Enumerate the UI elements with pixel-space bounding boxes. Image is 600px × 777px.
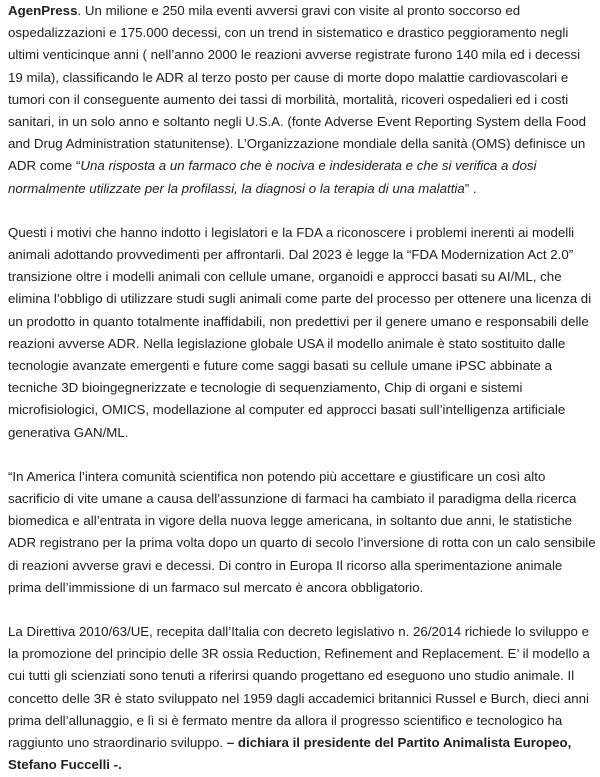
- article-body: [8, 0, 596, 777]
- paragraph-2: Questi i motivi che hanno indotto i legislatori e la FDA a riconoscere i problemi inerenti ai modelli animali adottando provvedimenti per affrontarli. Dal 2023 è legge la “FDA Modernization Act 2.0” transizione oltre i modelli animali con cellule umane, organoidi e approcci basati su AI/ML, che elimina l’obbligo di utilizzare studi sugli animali come parte del processo per ottenere una licenza di un prodotto in quanto totalmente inaffidabili, non predettivi per il genere umano e responsabili delle reazioni avverse ADR. Nella legislazione globale USA il modello animale è stato sostituito dalle tecnologie avanzate emergenti e future come saggi basati su cellule umane iPSC abbinate a tecniche 3D bioingegnerizzate e tecnologie di sequenziamento, Chip di organi e sistemi microfisiologici, OMICS, modellazione al computer ed approcci basati sull’intelligenza artificiale generativa GAN/ML.: [8, 224, 592, 440]
- signature: – dichiara il presidente del Partito Animalista Europeo, Stefano Fuccelli -.: [8, 735, 572, 773]
- paragraph-1-tail: ” .: [464, 180, 477, 196]
- paragraph-4: [8, 621, 596, 776]
- paragraph-3: “In America l’intera comunità scientifica non potendo più accettare e giustificare un così alto sacrificio di vite umane a causa dell’assunzione di farmaci ha cambiato il paradigma della ricerca biomedica e all’entrata in vigore della nuova legge americana, in soltanto due anni, le statistiche ADR registrano per la prima volta dopo un quarto di secolo l’inversione di rotta con un calo sensibile di reazioni avverse gravi e decessi. Di contro in Europa Il ricorso alla sperimentazione animale prima dell’immissione di un farmaco sul mercato è ancora obbligatorio.: [8, 468, 596, 595]
- paragraph-4-text: La Direttiva 2010/63/UE, recepita dall’Italia con decreto legislativo n. 26/2014 richiede lo sviluppo e la promozione del principio delle 3R ossia Reduction, Refinement and Replacement. E’ il modello a cui tutti gli scienziati sono tenuti a riferirsi quando progettano ed eseguono uno studio animale. Il concetto delle 3R è stato sviluppato nel 1959 dagli accademici britannici Russel e Burch, dieci anni prima dell’allunaggio, e lì si è fermato mentre da allora il progresso scientifico e tecnologico ha raggiunto uno straordinario sviluppo.: [8, 624, 590, 751]
- paragraph-1-text: . Un milione e 250 mila eventi avversi gravi con visite al pronto soccorso ed ospedalizzazioni e 175.000 decessi, con un trend in sistematico e drastico peggioramento negli ultimi venticinque anni ( nell’anno 2000 le reazioni avverse registrate furono 140 mila ed i decessi 19 mila), classificando le ADR al terzo posto per cause di morte dopo malattie cardiovascolari e tumori con il conseguente aumento dei tassi di morbilità, mortalità, ricoveri ospedalieri ed i costi sanitari, in un solo anno e soltanto negli U.S.A. (fonte Adverse Event Reporting System della Food and Drug Administration statunitense). L’Organizzazione mondiale della sanità (OMS) definisce un ADR come “: [8, 3, 587, 174]
- source-name: AgenPress: [8, 3, 78, 18]
- who-definition-quote: Una risposta a un farmaco che è nociva e indesiderata e che si verifica a dosi normalmente utilizzate per la profilassi, la diagnosi o la terapia di una malattia: [8, 158, 537, 196]
- paragraph-1: [8, 0, 596, 200]
